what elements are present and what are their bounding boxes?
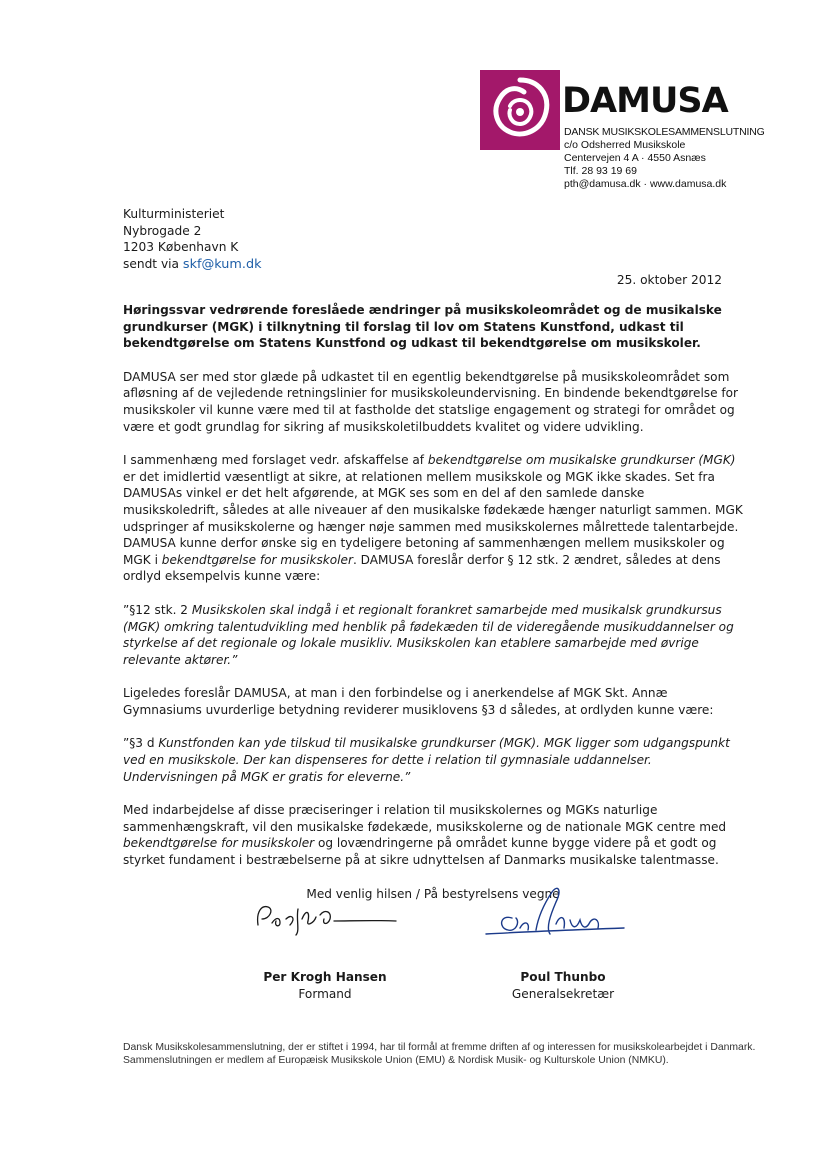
recipient-line: 1203 København K — [123, 240, 239, 255]
letter-subject: Høringssvar vedrørende foreslåede ændringer på musikskoleområdet og de musikalske grundkurser (MGK) i tilknytning til forslag til lov om Statens Kunstfond, udkast til bekendtgørelse om Statens Kunstfond og udkast til bekendtgørelse om musikskoler. — [123, 303, 722, 351]
signer-left — [240, 969, 410, 1003]
text-run: ”§12 stk. 2 — [123, 602, 192, 617]
letter-body — [123, 302, 743, 919]
org-address-line: c/o Odsherred Musikskole — [564, 139, 686, 151]
brand-name: DAMUSA — [562, 81, 728, 121]
closing-salutation: Med venlig hilsen / På bestyrelsens vegne — [306, 886, 560, 901]
recipient-email-link[interactable]: skf@kum.dk — [182, 256, 262, 272]
quote-paragraph-12-stk2 — [123, 602, 743, 668]
paragraph-conclusion — [123, 802, 743, 868]
handwritten-signature-left — [250, 897, 400, 937]
footer-line: Sammenslutningen er medlem af Europæisk Musikskole Union (EMU) & Nordisk Musik- og Kulturskole Union (NMKU). — [123, 1055, 669, 1066]
sent-via-label: sendt via — [123, 256, 180, 271]
italic-run: bekendtgørelse for musikskoler — [123, 836, 315, 851]
paragraph-intro: DAMUSA ser med stor glæde på udkastet til en egentlig bekendtgørelse på musikskoleområdet som afløsning af de vejledende retningslinier for musikskoleundervisning. En bindende bekendtgørelse for musikskoler vil kunne være med til at fastholde det statslige engagement og strategi for området og være et godt grundlag for sikring af musikskoletilbuddets kvalitet og videre udvikling. — [123, 369, 739, 434]
signer-right — [478, 969, 648, 1003]
signer-name: Per Krogh Hansen — [263, 970, 387, 984]
org-contact: pth@damusa.dk · www.damusa.dk — [564, 178, 727, 190]
paragraph-revision: Ligeledes foreslår DAMUSA, at man i den forbindelse og i anerkendelse af MGK Skt. Annæ Gymnasiums uvurderlige betydning reviderer musiklovens §3 d således, at ordlyden kunne være: — [123, 686, 714, 717]
text-run: Med indarbejdelse af disse præciseringer i relation til musikskolernes og MGKs naturlige sammenhængskraft, vil den musikalske fødekæde, musikskolerne og de nationale MGK centre med — [123, 803, 727, 834]
text-run: I sammenhæng med forslaget vedr. afskaffelse af — [123, 453, 428, 468]
italic-run: Kunstfonden kan yde tilskud til musikalske grundkurser (MGK). MGK ligger som udgangspunkt ved en musikskole. Der kan dispenseres for dette i relation til gymnasiale uddannelser. Undervisningen på MGK er gratis for eleverne.” — [123, 736, 730, 784]
letter-date: 25. oktober 2012 — [616, 273, 722, 287]
org-address-line: Centervejen 4 A · 4550 Asnæs — [564, 152, 706, 164]
italic-run: bekendtgørelse om musikalske grundkurser (MGK) — [427, 453, 736, 468]
signer-name: Poul Thunbo — [520, 970, 606, 984]
recipient-line: Kulturministeriet — [123, 207, 225, 221]
text-run: og lovændringerne på området kunne bygge videre på et godt og styrket fundament i bestræbelserne på at sikre udnyttelsen af Danmarks musikalske talentmasse. — [123, 836, 719, 868]
paragraph-mgk — [123, 452, 743, 585]
signer-title: Generalsekretær — [511, 987, 615, 1001]
italic-run: bekendtgørelse for musikskoler — [161, 552, 353, 567]
damusa-logo-icon — [480, 70, 560, 150]
handwritten-signature-right — [480, 884, 630, 950]
org-phone: Tlf. 28 93 19 69 — [564, 165, 637, 177]
text-run: . DAMUSA foreslår derfor § 12 stk. 2 ændret, således at dens ordlyd eksempelvis kunne være: — [123, 552, 721, 584]
footer-line: Dansk Musikskolesammenslutning, der er stiftet i 1994, har til formål at fremme driften af og interessen for musikskolearbejdet i Danmark. — [123, 1042, 756, 1053]
org-full-name: DANSK MUSIKSKOLESAMMENSLUTNING — [564, 126, 765, 138]
sent-via-line — [123, 256, 261, 274]
text-run: er det imidlertid væsentligt at sikre, at relationen mellem musikskole og MGK ikke skades. Set fra DAMUSAs vinkel er det helt afgørende, at MGK ses som en del af den samlede danske musikskoledrift, således at alle niveauer af den musikalske fødekæde hænger naturligt sammen. MGK udspringer af musikskolerne og hænger nøje sammen med musikskolernes målrettede talentarbejde. DAMUSA kunne derfor ønske sig en tydeligere betoning af sammenhængen mellem musikskoler og MGK i — [123, 469, 743, 567]
recipient-address — [123, 206, 261, 273]
italic-run: Musikskolen skal indgå i et regionalt forankret samarbejde med musikalsk grundkursus (MGK) omkring talentudvikling med henblik på fødekæden til de videregående musikuddannelser og styrkelse af det regionale og lokale musikliv. Musikskolen kan etablere samarbejde med øvrige relevante aktører.” — [123, 602, 734, 667]
letter-footer — [123, 1041, 763, 1067]
organization-address — [564, 126, 765, 191]
recipient-line: Nybrogade 2 — [123, 223, 202, 238]
quote-paragraph-3d — [123, 735, 743, 785]
signer-title: Formand — [298, 987, 352, 1001]
text-run: ”§3 d — [123, 736, 159, 751]
